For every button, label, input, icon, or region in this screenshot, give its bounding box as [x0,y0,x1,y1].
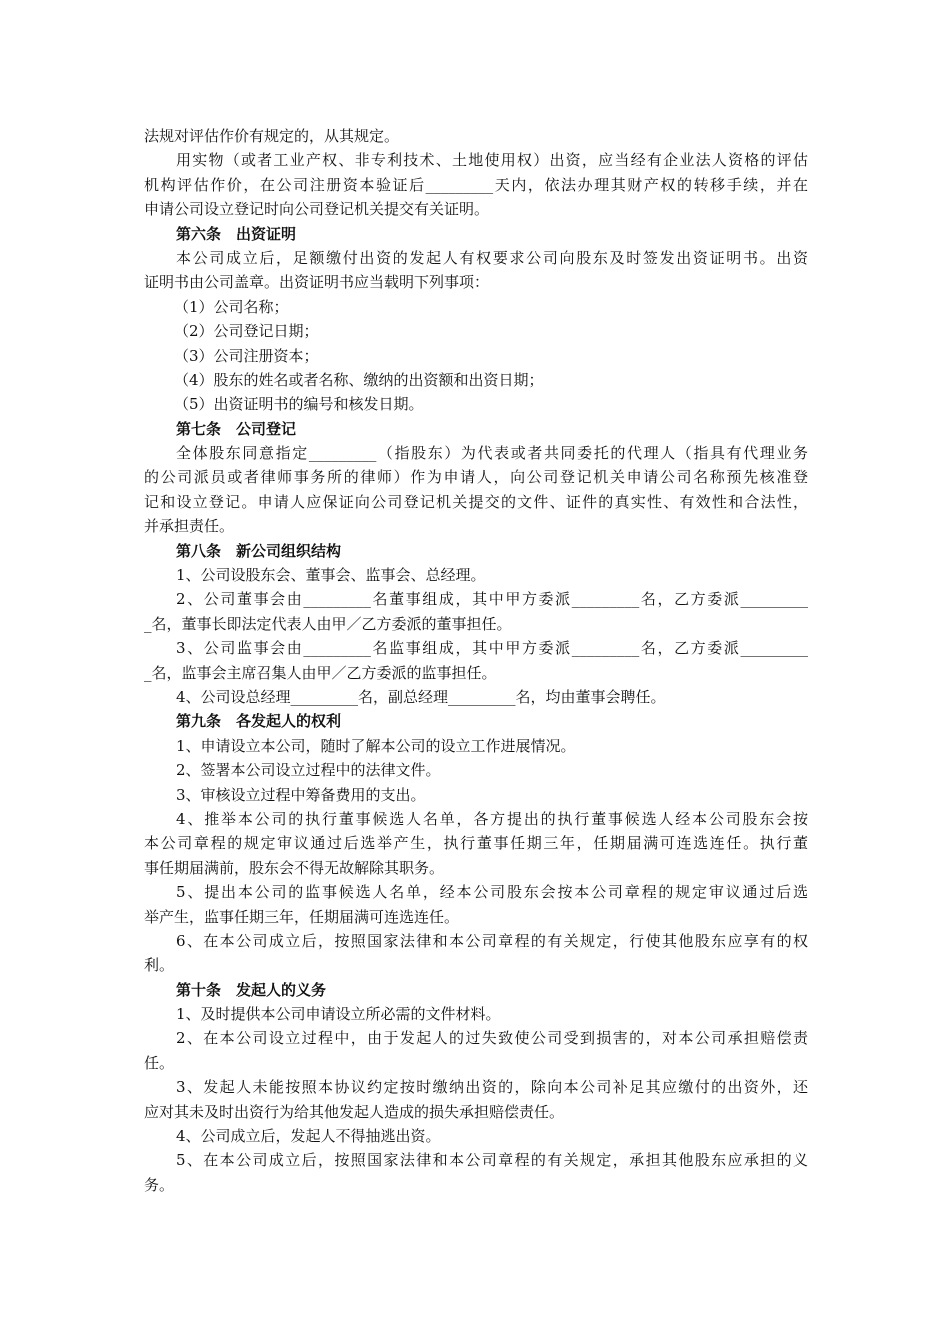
list-item: （1）公司名称； [174,297,289,316]
body-line: 6、在本公司成立后，按照国家法律和本公司章程的有关规定，行使其他股东应享有的权 [176,931,808,950]
body-line: 本公司成立后，足额缴付出资的发起人有权要求公司向股东及时签发出资证明书。出资 [176,248,808,267]
body-line: 3、发起人未能按照本协议约定按时缴纳出资的，除向本公司补足其应缴付的出资外，还 [176,1078,808,1097]
body-line: 2、签署本公司设立过程中的法律文件。 [176,761,441,780]
body-line: 2、在本公司设立过程中，由于发起人的过失致使公司受到损害的，对本公司承担赔偿责 [176,1029,808,1048]
body-line: 1、公司设股东会、董事会、监事会、总经理。 [176,566,486,585]
article-heading: 第九条 各发起人的权利 [176,712,342,731]
article-heading: 第七条 公司登记 [176,419,297,438]
body-line: 用实物（或者工业产权、非专利技术、土地使用权）出资，应当经有企业法人资格的评估 [176,151,808,170]
body-line: 的公司派员或者律师事务所的律师）作为申请人，向公司登记机关申请公司名称预先核准登 [144,468,808,487]
body-line: 举产生，监事任期三年，任期届满可连选连任。 [144,907,460,926]
article-heading: 第十条 发起人的义务 [176,980,327,999]
document-page [144,124,808,1197]
body-line: 1、申请设立本公司，随时了解本公司的设立工作进展情况。 [176,736,576,755]
body-line: _名，监事会主席召集人由甲／乙方委派的监事担任。 [144,663,497,682]
list-item: （5）出资证明书的编号和核发日期。 [174,395,424,414]
body-line: 4、公司成立后，发起人不得抽逃出资。 [176,1127,441,1146]
body-line: 证明书由公司盖章。出资证明书应当载明下列事项： [144,273,490,292]
list-item: （2）公司登记日期； [174,322,319,341]
body-line: 5、在本公司成立后，按照国家法律和本公司章程的有关规定，承担其他股东应承担的义 [176,1151,808,1170]
body-line: 4、推举本公司的执行董事候选人名单，各方提出的执行董事候选人经本公司股东会按 [176,809,808,828]
body-line: 3、公司监事会由_________名监事组成，其中甲方委派_________名，乙方委派_________ [176,639,808,658]
article-heading: 第六条 出资证明 [176,224,297,243]
body-line: 机构评估作价，在公司注册资本验证后_________天内，依法办理其财产权的转移手续，并在 [144,175,808,194]
body-line: 1、及时提供本公司申请设立所必需的文件材料。 [176,1005,501,1024]
body-line: 任。 [144,1053,175,1072]
body-line: _名，董事长即法定代表人由甲／乙方委派的董事担任。 [144,614,512,633]
body-line: 4、公司设总经理_________名，副总经理_________名，均由董事会聘任。 [176,687,666,706]
body-line: 应对其未及时出资行为给其他发起人造成的损失承担赔偿责任。 [144,1102,565,1121]
body-line: 全体股东同意指定_________（指股东）为代表或者共同委托的代理人（指具有代理业务 [176,444,808,463]
body-line: 并承担责任。 [144,517,235,536]
article-heading: 第八条 新公司组织结构 [176,541,342,560]
body-line: 5、提出本公司的监事候选人名单，经本公司股东会按本公司章程的规定审议通过后选 [176,883,808,902]
body-line: 记和设立登记。申请人应保证向公司登记机关提交的文件、证件的真实性、有效性和合法性， [144,492,808,511]
body-line: 利。 [144,956,175,975]
body-line: 3、审核设立过程中筹备费用的支出。 [176,785,426,804]
body-line: 法规对评估作价有规定的，从其规定。 [144,127,400,145]
body-line: 本公司章程的规定审议通过后选举产生，执行董事任期三年，任期届满可连选连任。执行董 [144,834,808,853]
body-line: 2、公司董事会由_________名董事组成，其中甲方委派_________名，乙方委派_________ [176,590,808,609]
list-item: （3）公司注册资本； [174,346,319,365]
body-line: 事任期届满前，股东会不得无故解除其职务。 [144,858,445,877]
list-item: （4）股东的姓名或者名称、缴纳的出资额和出资日期； [174,370,544,389]
body-line: 申请公司设立登记时向公司登记机关提交有关证明。 [144,200,490,219]
body-line: 务。 [144,1175,175,1194]
